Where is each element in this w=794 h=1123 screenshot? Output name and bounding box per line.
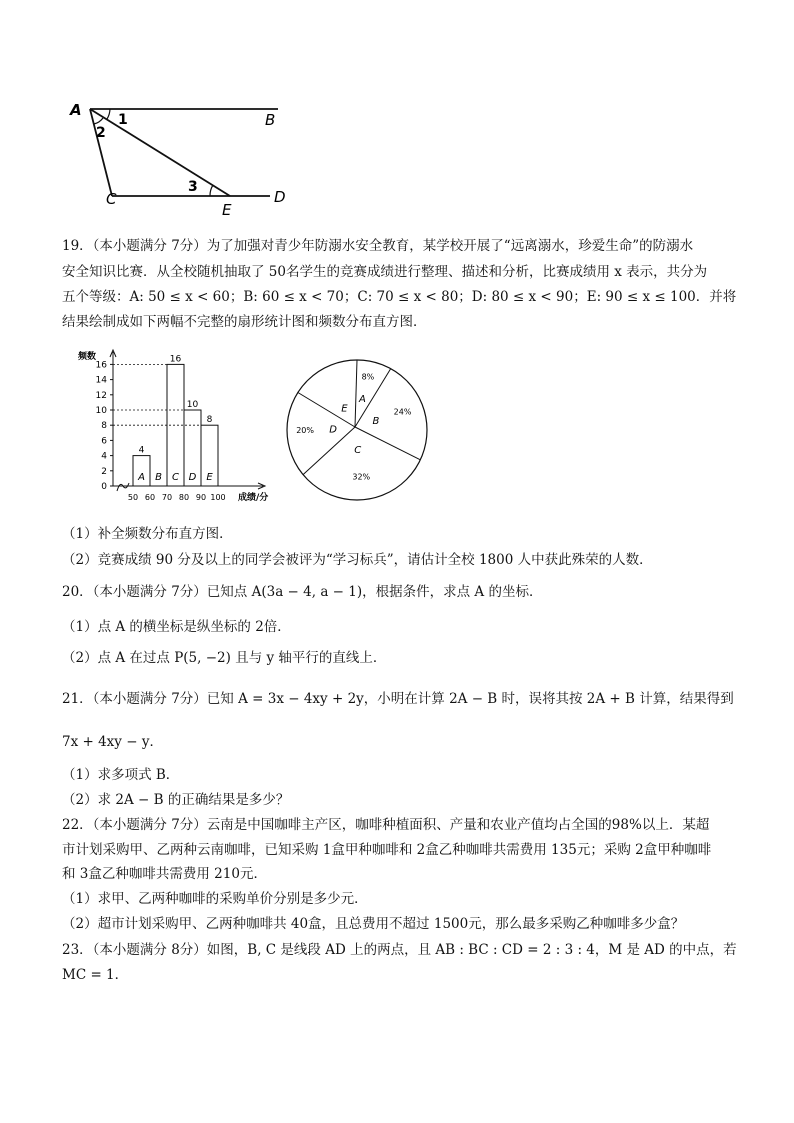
label-angle-2: 2 xyxy=(96,125,106,141)
q22-line3: 和 3盒乙种咖啡共需费用 210元． xyxy=(62,866,267,882)
y-tick-label: 2 xyxy=(101,466,107,477)
pie-slice-label: E xyxy=(341,403,348,415)
pie-percent-label: 8% xyxy=(361,372,375,382)
line-AE xyxy=(90,109,230,196)
bar-value-label: 4 xyxy=(138,445,145,456)
q20-line1: 20．（本小题满分 7分）已知点 A(3a − 4, a − 1)，根据条件，求点 A 的坐标． xyxy=(62,584,543,600)
bar-value-label: 8 xyxy=(206,415,213,426)
label-angle-1: 1 xyxy=(118,112,128,128)
bar-value-label: 10 xyxy=(186,400,199,410)
q19-sub1: （1）补全频数分布直方图． xyxy=(62,526,233,542)
line-AC xyxy=(90,109,112,196)
x-tick-label: 90 xyxy=(195,493,207,502)
q21-line1: 21．（本小题满分 7分）已知 A = 3x − 4xy + 2y，小明在计算 2A − B 时，误将其按 2A + B 计算，结果得到 xyxy=(62,691,734,707)
label-C: C xyxy=(106,190,117,208)
q22-line2: 市计划采购甲、乙两种云南咖啡，已知采购 1盒甲种咖啡和 2盒乙种咖啡共需费用 135元；采购 2盒甲种咖啡 xyxy=(62,842,712,858)
bar-category-label: B xyxy=(155,472,162,483)
x-tick-label: 80 xyxy=(178,493,190,502)
pie-slice-label: C xyxy=(354,444,362,456)
y-tick-label: 0 xyxy=(101,482,107,492)
y-tick-label: 4 xyxy=(101,451,107,462)
axis-break xyxy=(117,483,129,491)
q20-sub2: （2）点 A 在过点 P(5, −2) 且与 y 轴平行的直线上． xyxy=(62,650,387,666)
q20-sub1: （1）点 A 的横坐标是纵坐标的 2倍． xyxy=(62,619,291,635)
x-tick-label: 100 xyxy=(210,493,226,502)
pie-chart xyxy=(285,355,430,505)
x-tick-label: 50 xyxy=(127,493,139,502)
angle-arc-3 xyxy=(210,185,213,196)
label-angle-3: 3 xyxy=(188,179,198,195)
label-B: B xyxy=(265,111,276,129)
q19-sub2: （2）竞赛成绩 90 分及以上的同学会被评为“学习标兵”，请估计全校 1800 人中获此殊荣的人数． xyxy=(62,552,653,568)
q19-line4: 结果绘制成如下两幅不完整的扇形统计图和频数分布直方图． xyxy=(62,314,427,330)
y-tick-label: 8 xyxy=(101,421,107,432)
pie-percent-label: 20% xyxy=(296,426,314,436)
pie-slice-label: A xyxy=(359,393,366,405)
y-tick-label: 14 xyxy=(95,375,107,386)
x-tick-label: 70 xyxy=(161,493,173,502)
q22-sub1: （1）求甲、乙两种咖啡的采购单价分别是多少元． xyxy=(62,891,368,907)
y-axis-label: 频数 xyxy=(78,352,97,362)
geometry-figure-parallel-lines xyxy=(60,95,300,220)
label-D: D xyxy=(274,188,286,206)
q19-line1: 19．（本小题满分 7分）为了加强对青少年防溺水安全教育，某学校开展了“远离溺水，珍爱生命”的防溺水 xyxy=(62,238,694,254)
label-A: A xyxy=(70,101,82,119)
bar-category-label: C xyxy=(172,472,179,483)
q23-line1: 23．（本小题满分 8分）如图，B, C 是线段 AD 上的两点，且 AB : BC : CD = 2 : 3 : 4，M 是 AD 的中点，若 xyxy=(62,942,737,958)
x-tick-label: 60 xyxy=(144,493,156,502)
bar-category-label: D xyxy=(188,472,197,483)
y-tick-label: 6 xyxy=(101,436,107,447)
pie-slice-label: B xyxy=(372,416,380,428)
angle-arc-1 xyxy=(107,109,110,119)
y-tick-label: 10 xyxy=(95,406,107,416)
q19-line2: 安全知识比赛．从全校随机抽取了 50名学生的竞赛成绩进行整理、描述和分析，比赛成绩用 x 表示，共分为 xyxy=(62,264,708,280)
y-tick-label: 16 xyxy=(95,360,107,371)
pie-percent-label: 24% xyxy=(393,407,412,417)
bar-value-label: 16 xyxy=(169,354,182,365)
q21-line2: 7x + 4xy − y． xyxy=(62,734,163,750)
q23-line2: MC = 1． xyxy=(62,967,129,983)
q22-sub2: （2）超市计划采购甲、乙两种咖啡共 40盒，且总费用不超过 1500元，那么最多采购乙种咖啡多少盒？ xyxy=(62,916,685,932)
bar-category-label: E xyxy=(206,472,213,483)
pie-percent-label: 32% xyxy=(352,472,371,482)
pie-slice-label: D xyxy=(329,424,337,436)
q22-line1: 22．（本小题满分 7分）云南是中国咖啡主产区，咖啡种植面积、产量和农业产值均占全国的98%以上．某超 xyxy=(62,817,710,833)
y-tick-label: 12 xyxy=(95,390,107,401)
q19-line3: 五个等级：A: 50 ≤ x < 60；B: 60 ≤ x < 70；C: 70 ≤ x < 80；D: 80 ≤ x < 90；E: 90 ≤ x ≤ 100．并将 xyxy=(62,289,737,305)
q21-sub1: （1）求多项式 B． xyxy=(62,767,180,783)
bar-category-label: A xyxy=(138,472,145,483)
angle-arc-2 xyxy=(94,118,103,124)
frequency-histogram xyxy=(70,345,285,510)
label-E: E xyxy=(222,201,232,219)
x-axis-label: 成绩/分 xyxy=(238,493,269,503)
q21-sub2: （2）求 2A − B 的正确结果是多少？ xyxy=(62,792,290,808)
